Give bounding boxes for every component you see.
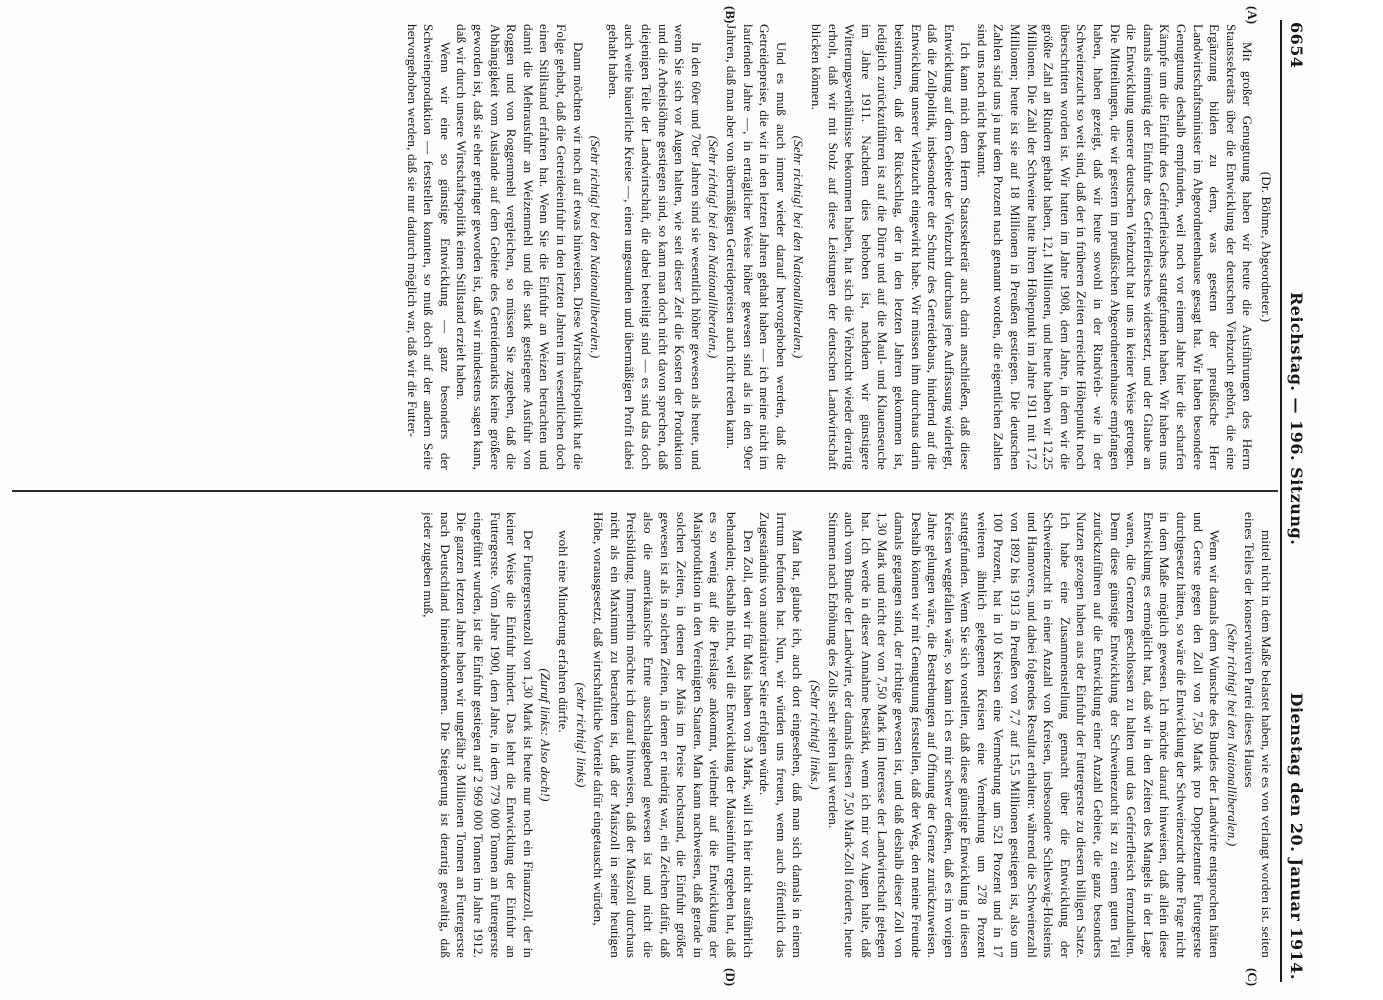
- interjection: (Sehr richtig! links.): [807, 680, 823, 790]
- paragraph: In den 60er und 70er Jahren sind sie wesentlich höher gewesen als heute, und wenn Sie sich vor Augen halten, wie seit dieser Zeit die Kosten der Produktion und die Arbeitslöhne gestiegen sind, so kann man doch nicht davon sprechen, daß diejenigen Teile der Landwirtschaft, die dabei beteiligt sind — es sind das doch auch weite bäuerliche Kreise —, einen ungesunden und übermäßigen Profit dabei gehabt haben.: [605, 24, 704, 470]
- paragraph: mittel nicht in dem Maße belastet haben, wie es von verlangt worden ist. seiten eines Teiles der konservativen Partei dieses Hauses: [1242, 512, 1274, 958]
- paragraph: Dann möchten wir noch auf etwas hinweisen. Diese Wirtschaftspolitik hat die Folge gehabt, daß die Getreideeinfuhr in den letzten Jahren im wesentlichen doch einen Stillstand erfahren hat. Wenn Sie die Einfuhr an Weizen betrachten und damit die Mehrausfuhr an Weizenmehl und die stark gestiegene Ausfuhr von Roggen und von Roggenmehl vergleichen, so müssen Sie zugeben, daß die Abhängigkeit vom Auslande auf dem Gebiete des Getreidemarkts keine größere geworden ist, daß sie eher geringer geworden ist, daß wir mindestens sagen kann, daß wir durch unsere Wirtschaftspolitik einen Stillstand erzielt haben.: [454, 24, 586, 470]
- margin-mark-b: (B): [723, 6, 738, 24]
- left-column: [14, 24, 1274, 470]
- margin-mark-a: (A): [1245, 6, 1260, 25]
- paragraph: Und es muß auch immer wieder darauf hervorgehoben werden, daß die Getreidepreise, die wir in den letzten Jahren gehabt haben — ich meine nicht im laufenden Jahre —, in erträglicher Weise höher gewesen sind als in den 90er Jahren, daß man aber von übermäßigen Getreidepreisen auch nicht reden kann.: [724, 24, 789, 470]
- margin-mark-d: (D): [723, 968, 738, 987]
- paragraph: Der Futtergerstenzoll von 1,30 Mark ist heute nur noch ein Finanzzoll, der in keiner Weise die Einfuhr hindert. Das lehrt die Entwicklung der Einfuhr an Futtergerste. Vom Jahre 1900, dem Jahre, in dem 779 000 Tonnen an Futtergerste eingeführt wurden, ist die Einfuhr gestiegen auf 2 969 000 Tonnen im Jahre 1912. Die ganzen letzten Jahre haben wir ungefähr 3 Millionen Tonnen an Futtergerste nach Deutschland hineinbekommen. Die Steigerung ist derartig gewaltig, daß jeder zugeben muß,: [421, 512, 536, 958]
- margin-mark-c: (C): [1245, 968, 1260, 987]
- interjection: (Sehr richtig! bei den Nationalliberalen.): [1224, 623, 1240, 847]
- column-divider: [12, 490, 1278, 492]
- session-date: Dienstag den 20. Januar 1914.: [1287, 692, 1306, 980]
- paragraph: Wenn wir eine so günstige Entwicklung — ganz besonders der Schweineproduktion — feststellen konnten, so muß doch auf der andern Seite hervorgehoben werden, daß sie nur dadurch möglich war, daß wir die Futter-: [404, 24, 453, 470]
- header-rule: [1280, 20, 1282, 982]
- page-number: 6654: [1287, 22, 1306, 69]
- session-title: Reichstag. — 196. Sitzung.: [1287, 292, 1306, 546]
- paragraph: Wenn wir damals dem Wunsche des Bundes der Landwirte entsprochen hätten und Gerste gegen den Zoll von 7,50 Mark pro Doppelzentner Futtergerste durchgesetzt hätten, so wäre die Entwicklung der Schweinezucht ohne Frage nicht in dem Maße möglich gewesen. Ich möchte darauf hinweisen, daß allein diese Entwicklung es ermöglicht hat, daß wir in den Zeiten des Mangels in der Lage waren, die Grenzen geschlossen zu halten und das Gefrierfleisch fernzuhalten. Denn diese günstige Entwicklung der Schweinezucht ist zu einem guten Teil zurückzuführen auf die Entwicklung einer Anzahl Gebiete, die ganz besonders Nutzen gezogen haben aus der Einfuhr der Futtergerste zu diesem billigen Satze. Ich habe eine Zusammenstellung gemacht über die Entwicklung der Schweinezucht in einer Anzahl von Kreisen, insbesondere Schleswig-Holsteins und Hannovers, und dabei folgendes Resultat erhalten: während die Schweinezahl von 1892 bis 1913 in Preußen von 7,7 auf 15,5 Millionen gestiegen ist, also um 100 Prozent, hat in 10 Kreisen eine Vermehrung um 521 Prozent und in 17 weiteren ähnlich gelegenen Kreisen eine Vermehrung um 278 Prozent stattgefunden. Wenn Sie sich vorstellen, daß diese günstige Entwicklung in diesen Kreisen weggefallen wäre, so kann ich es mir schwer denken, daß es im vorigen Jahre gelungen wäre, die Bestrebungen auf Öffnung der Grenze zurückzuweisen. Deshalb können wir mit Genugtuung feststellen, daß der Weg, den meine Freunde damals gegangen sind, der richtige gewesen ist, und daß deshalb dieser Zoll von 1,30 Mark und nicht der von 7,50 Mark im Interesse der Landwirtschaft gelegen hat. Ich werde in dieser Annahme bestärkt, wenn ich mir vor Augen halte, daß auch vom Bunde der Landwirte, der damals diesen 7,50 Mark-Zoll forderte, heute Stimmen nach Erhöhung des Zolls sehr selten laut werden.: [825, 512, 1223, 958]
- paragraph: Ich kann mich dem Herrn Staatssekretär auch darin anschließen, daß diese Entwicklung auf dem Gebiete der Viehzucht durchaus jene Auffassung widerlegt, daß die Zollpolitik, insbesondere der Schutz des Getreidebaus, hindernd auf die Entwicklung unserer Viehzucht eingewirkt habe. Wir müssen ihm durchaus darin beistimmen, daß der Rückschlag, der in den letzten Jahren gekommen ist, lediglich zurückzuführen ist auf die Dürre und auf die Maul- und Klauenseuche im Jahre 1911. Nachdem dies behoben ist, nachdem wir günstigere Witterungsverhältnisse bekommen haben, hat sich die Viehzucht wieder derartig erholt, daß wir mit Stolz auf diese Leistungen der deutschen Landwirtschaft blicken können.: [808, 24, 974, 470]
- interjection: (Zuruf links: Also doch!): [538, 668, 554, 802]
- paragraph: Den Zoll, den wir für Mais haben von 3 Mark, will ich hier nicht ausführlich behandeln; deshalb nicht, weil die Entwicklung der Maiseinfuhr ergeben hat, daß es so wenig auf die Preislage ankommt, vielmehr auf die Entwicklung der Maisproduktion in den Vereinigten Staaten. Man kann nachweisen, daß gerade in solchen Zeiten, in denen der Mais im Preise hochstand, die Einfuhr größer gewesen ist als in solchen Zeiten, in denen er niedrig war, ein Zeichen dafür, daß also die amerikanische Ernte ausschlaggebend gewesen ist und nicht die Preisbildung. Immerhin möchte ich darauf hinweisen, daß der Maiszoll durchaus nicht als ein Maximum zu betrachten ist, daß der Maiszoll in seiner heutigen Höhe, vorausgesetzt, daß wirtschaftliche Vorteile dafür eingetauscht würden,: [591, 512, 756, 958]
- interjection: (Sehr richtig! bei den Nationalliberalen.): [706, 135, 722, 359]
- interjection: (Sehr richtig! bei den Nationalliberalen.): [588, 135, 604, 359]
- paragraph: Mit großer Genugtuung haben wir heute die Ausführungen des Herrn Staatssekretärs über die Entwicklung der deutschen Viehzucht gehört, die eine Ergänzung bilden zu dem, was gestern der preußische Herr Landwirtschaftsminister im Abgeordnetenhause gesagt hat. Wir haben besondere Genugtuung deshalb empfunden, weil noch vor einem Jahre hier die scharfen Kämpfe um die Einfuhr des Gefrierfleisches stattgefunden haben. Wir haben uns damals einmütig der Einfuhr des Gefrierfleisches widersetzt, und der Glaube an die Entwicklung unserer deutschen Viehzucht hat uns in keiner Weise getrogen. Die Mitteilungen, die wir gestern im preußischen Abgeordnetenhause empfangen haben, haben gezeigt, daß wir heute sowohl in der Rindvieh- wie in der Schweinezucht so weit sind, daß der in früheren Zeiten erreichte Höhepunkt noch überschritten worden ist. Wir hatten im Jahre 1908, dem Jahre, in dem wir die größte Zahl an Rindern gehabt haben, 12,1 Millionen, und heute haben wir 12,25 Millionen. Die Zahl der Schweine hatte ihren Höhepunkt im Jahre 1911 mit 17,2 Millionen; heute ist sie auf 18 Millionen in Preußen gestiegen. Die deutschen Zahlen sind uns ja nur dem Prozent nach genannt worden, die eigentlichen Zahlen sind uns noch nicht bekannt.: [974, 24, 1256, 470]
- right-column: [14, 512, 1274, 958]
- speaker-line: (Dr. Böhme, Abgeordneter.): [1259, 171, 1274, 323]
- interjection: (Sehr richtig! bei den Nationalliberalen.): [791, 135, 807, 359]
- page-header: [1282, 22, 1310, 980]
- paragraph: Man hat, glaube ich, auch dort eingesehen, daß man sich damals in einem Irrtum befunden hat. Nun, wir würden uns freuen, wenn auch öffentlich das Zugeständnis von autoritativer Seite erfolgen würde.: [757, 512, 806, 958]
- interjection: (sehr richtig! links): [573, 682, 589, 788]
- paragraph: wohl eine Minderung erfahren dürfte.: [556, 530, 572, 733]
